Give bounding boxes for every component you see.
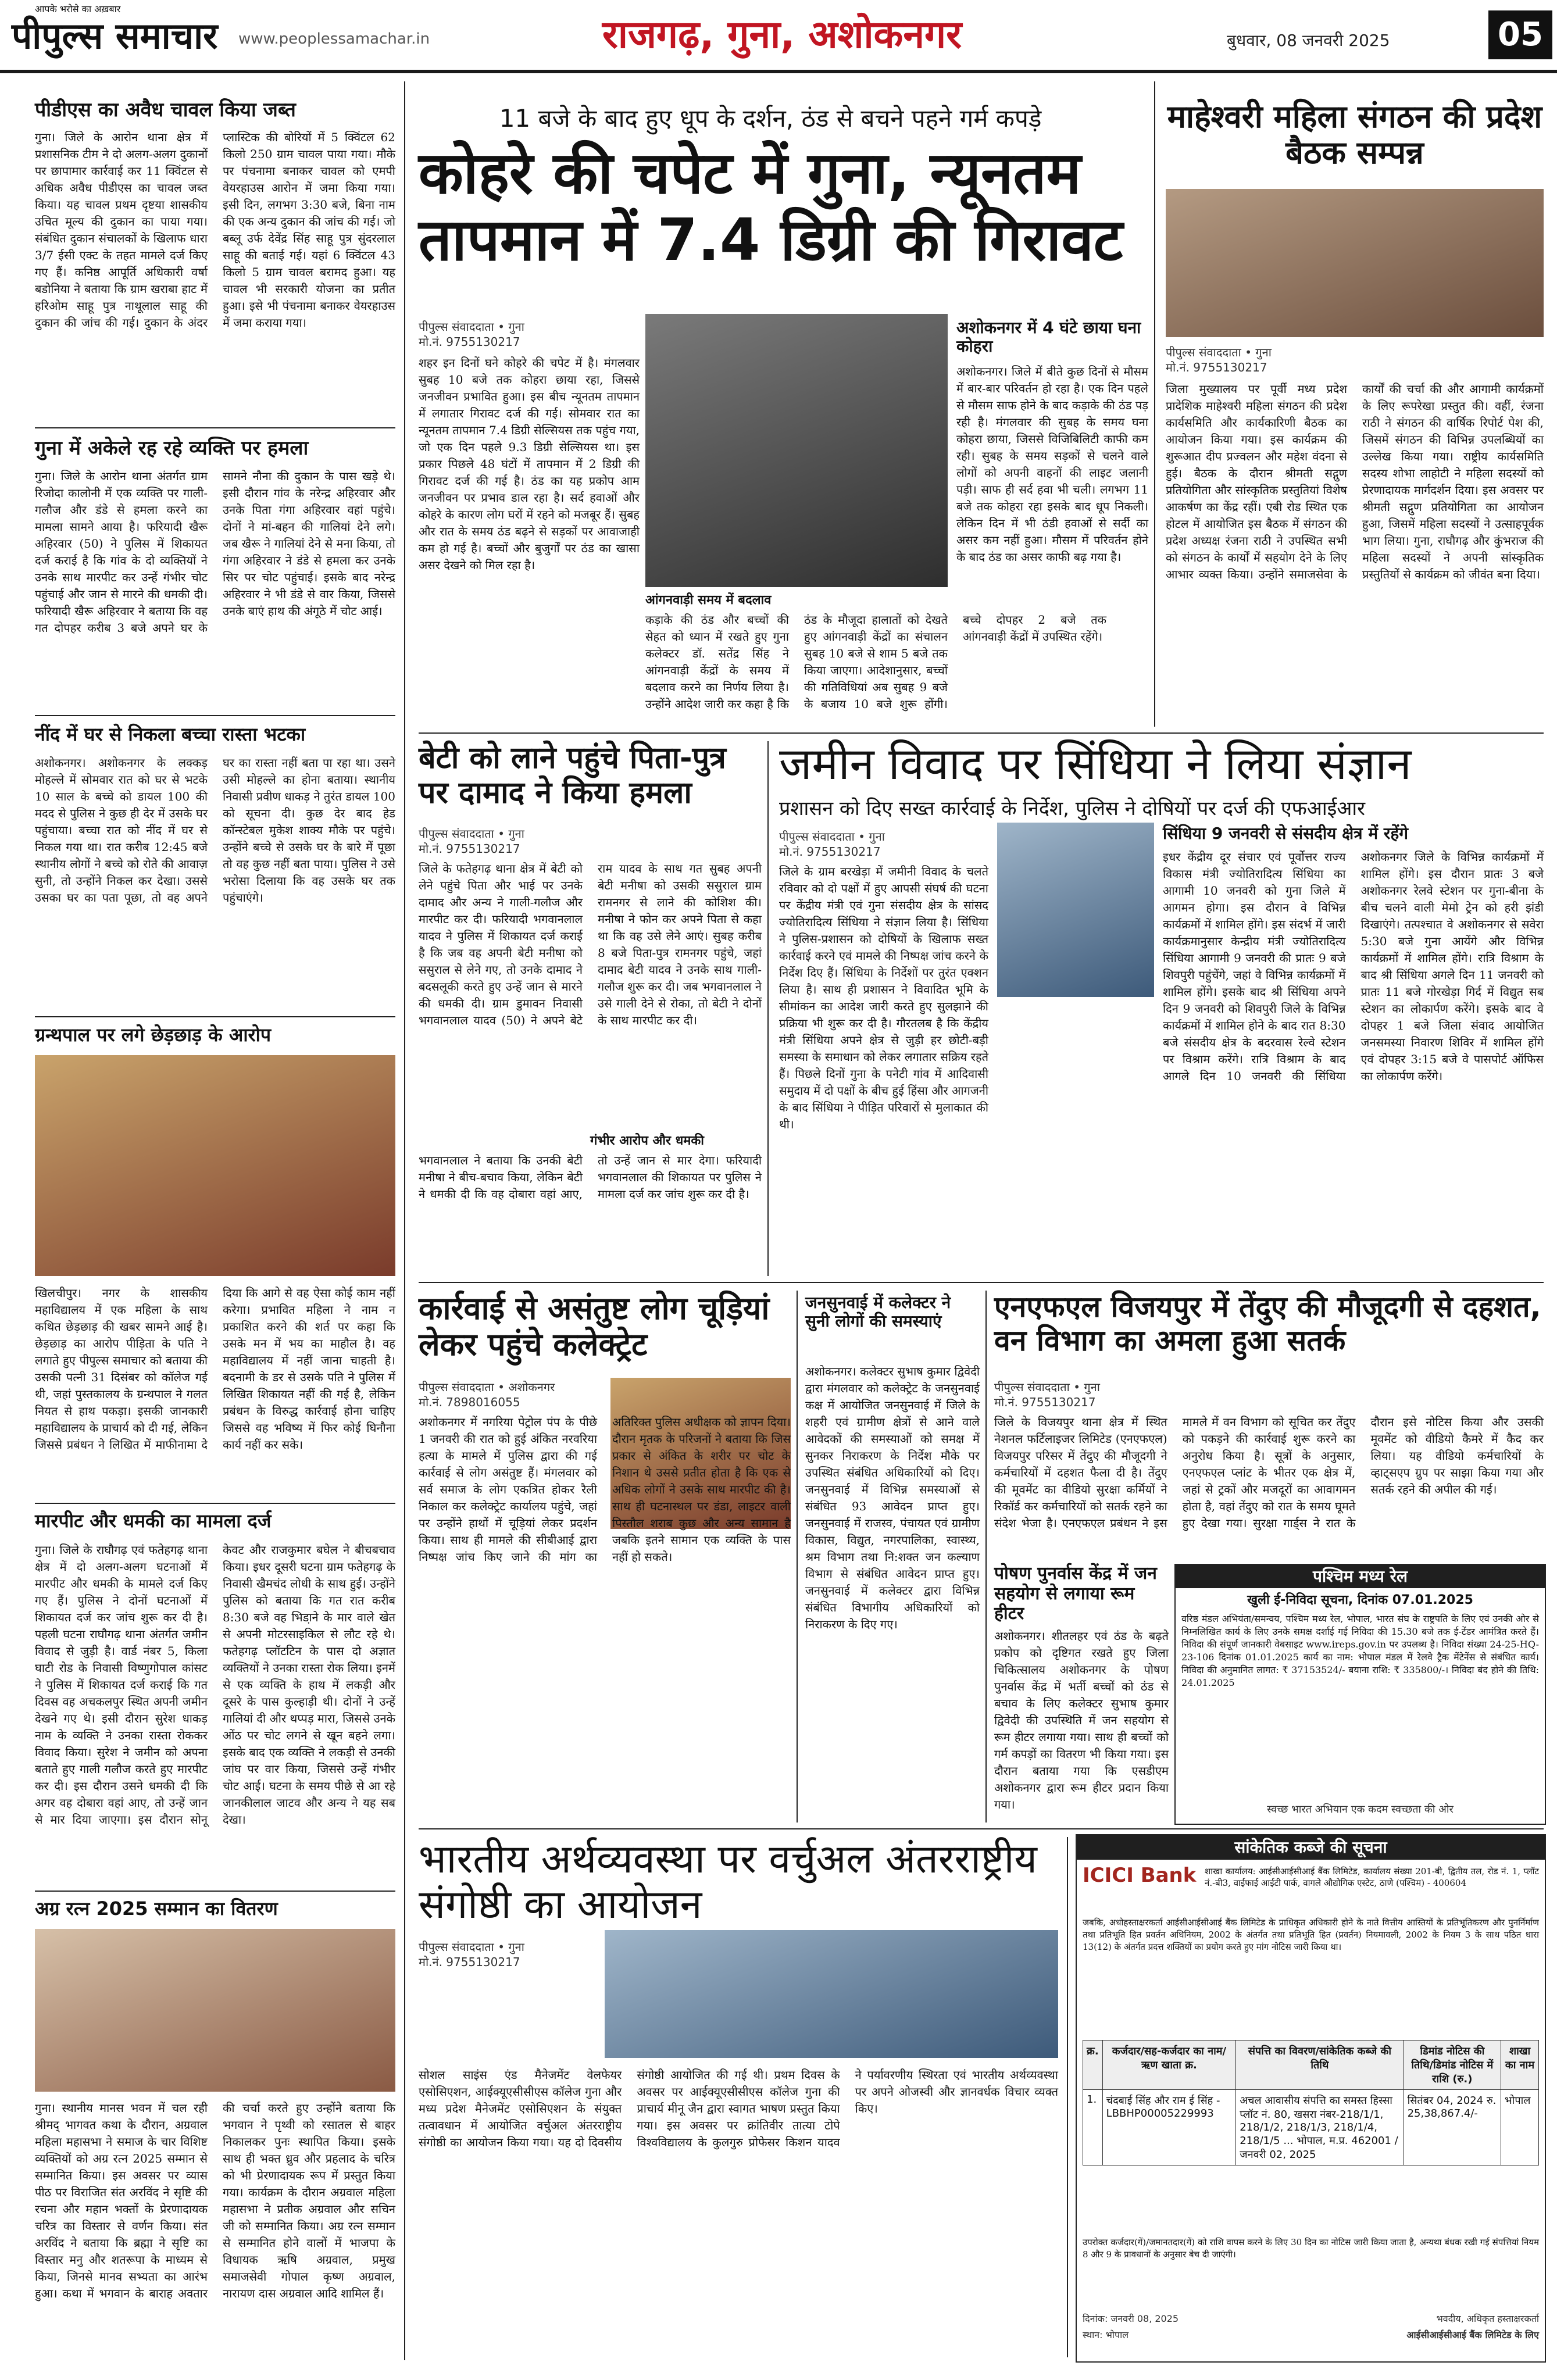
table-cell: चंदबाई सिंह और राम ई सिंह - LBBHP00005229993 bbox=[1102, 2090, 1236, 2165]
table-header: डिमांड नोटिस की तिथि/डिमांड नोटिस में राशि (रु.) bbox=[1404, 2040, 1501, 2090]
headline: बेटी को लाने पहुंचे पिता-पुत्र पर दामाद ने किया हमला bbox=[419, 741, 726, 810]
article-body: खिलचीपुर। नगर के शासकीय महाविद्यालय में एक महिला के साथ कथित छेड़छाड़ की खबर सामने आई है। छेड़छाड़ का आरोप पीड़िता के पति ने लगाते हुए पीपुल्स समाचार को बताया की उसकी पत्नी 31 दिसंबर को कॉलेज गई थी, जहां पुस्तकालय के ग्रन्थपाल ने गलत नियत से हाथ पकड़ा। इसकी जानकारी महाविद्यालय के प्राचार्य को दी गई, लेकिन जिससे प्रबंधन ने लिखित में माफीनामा दे दिया कि आगे से वह ऐसा कोई काम नहीं करेगा। प्रभावित महिला ने नाम न प्रकाशित करने की शर्त पर कहा कि उसके मन में भय का माहौल है। वह महाविद्यालय में नहीं जाना चाहती है। बदनामी के डर से उसके पति ने पुलिस में लिखित शिकायत नहीं की गई है, लेकिन प्रबंधन के विरुद्ध कार्रवाई होना चाहिए जिससे वह भविष्य में फिर कोई घिनौना कार्य नहीं कर सके। bbox=[35, 1286, 395, 1452]
divider bbox=[35, 1503, 395, 1504]
table-header: शाखा का नाम bbox=[1501, 2040, 1539, 2090]
tender-header: पश्चिम मध्य रेल bbox=[1176, 1565, 1545, 1588]
article-body: अशोकनगर। कलेक्टर सुभाष कुमार द्विवेदी द्वारा मंगलवार को कलेक्ट्रेट के जनसुनवाई कक्ष में आयोजित जनसुनवाई में जिले के शहरी एवं ग्रामीण क्षेत्रों से आने वाले आवेदकों की समस्याओं को समक्ष में सुनकर निराकरण के निर्देश मौके पर उपस्थित संबंधित अधिकारियों को दिए। जनसुनवाई में विभिन्न समस्याओं से संबंधित 93 आवेदन प्राप्त हुए। जनसुनवाई में राजस्व, पंचायत एवं ग्रामीण विकास, विद्युत, नगरपालिका, स्वास्थ्य, श्रम विभाग तथा नि:शक्त जन कल्याण विभाग से संबंधित आवेदन प्राप्त हुए। जनसुनवाई में कलेक्टर द्वारा विभिन्न संबंधित विभागीय अधिकारियों को निराकरण के दिए गए। bbox=[805, 1364, 980, 1631]
article-body: भगवानलाल ने बताया कि उनकी बेटी मनीषा ने बीच-बचाव किया, लेकिन बेटी ने धमकी दी कि वह दोबारा वहां आए, तो उन्हें जान से मार देगा। फरियादी भगवानलाल की शिकायत पर पुलिस ने मामला दर्ज कर जांच शुरू कर दी है। bbox=[419, 1153, 762, 1201]
mobile-number: मो.नं. 7898016055 bbox=[419, 1395, 520, 1409]
column-rule bbox=[797, 1291, 798, 1822]
article-body: इधर केंद्रीय दूर संचार एवं पूर्वोत्तर राज्य विकास मंत्री ज्योतिरादित्य सिंधिया का आगामी 10 जनवरी को गुना जिले में आगमन होगा। इस दौरान वे विभिन्न कार्यक्रमों में शामिल होंगे। इस संदर्भ में जारी कार्यक्रमानुसार केन्द्रीय मंत्री ज्योतिरादित्य सिंधिया आगामी 9 जनवरी की प्रातः 9 बजे शिवपुरी पहुंचेंगे, जहां वे विभिन्न कार्यक्रमों में शामिल होंगे। इसके बाद श्री सिंधिया अपने दिन 9 जनवरी को शिवपुरी जिले के विभिन्न कार्यक्रमों में शामिल होने के बाद रात 8:30 बजे संसदीय क्षेत्र के बदरवास रेल्वे स्टेशन पर विश्राम करेंगे। रात्रि विश्राम के बाद आगले दिन 10 जनवरी की सिंधिया अशोकनगर जिले के विभिन्न कार्यक्रमों में शामिल होंगे। इस दौरान प्रातः 3 बजे अशोकनगर रेलवे स्टेशन पर गुना-बीना के बीच चलने वाली मेमो ट्रेन को हरी झंडी दिखाएंगे। तत्पश्चात वे अशोकनगर से सवेरा 5:30 बजे गुना आयेंगे और विभिन्न कार्यक्रमों में शामिल होंगे। रात्रि विश्राम के बाद श्री सिंधिया अगले दिन 11 जनवरी को प्रातः 11 बजे गोरखेड़ा गिर्द में विद्युत सब स्टेशन का लोकार्पण करेंगे। इसके बाद वे दोपहर 1 बजे जिला संवाद आयोजित जनसमस्या निवारण शिविर में शामिल होंगे एवं दोपहर 3:15 बजे वे पासपोर्ट ऑफिस का लोकार्पण करेंगे। bbox=[1163, 850, 1544, 1083]
mobile-number: मो.नं. 9755130217 bbox=[419, 842, 520, 856]
headline: माहेश्वरी महिला संगठन की प्रदेश बैठक सम्पन्न bbox=[1167, 98, 1542, 171]
notice-date: दिनांक: जनवरी 08, 2025 bbox=[1083, 2313, 1179, 2324]
notice-closing: उपरोक्त कर्जदार(गें)/जमानतदार(गें) को राशि वापस करने के लिए 30 दिन का नोटिस जारी किया जाता है, अन्यथा बंधक रखी गई संपत्तियां नियम 8 और 9 के प्रावधानों के अनुसार बेच दी जाएंगी। bbox=[1083, 2237, 1539, 2260]
byline: पीपुल्स संवाददाता • गुना bbox=[419, 320, 524, 334]
branch-office: शाखा कार्यालय: आईसीआईसीआई बैंक लिमिटेड, कार्यालय संख्या 201-बी, द्वितीय तल, रोड नं. 1, प्लॉट नं.-बी3, वाईफाई आईटी पार्क, वागले औद्योगिक एस्टेट, ठाणे (पश्चिम) - 400604 bbox=[1205, 1866, 1539, 1888]
divider bbox=[419, 732, 1544, 734]
article-body: अशोकनगर। जिले में बीते कुछ दिनों से मौसम में बार-बार परिवर्तन हो रहा है। एक दिन पहले से मौसम साफ होने के बाद कड़ाके की ठंड पड़ रही है। मंगलवार की सुबह के समय घना कोहरा छाया, जिससे विजिबिलिटी काफी कम रही। सुबह के समय सड़कों से चलने वाले लोगों को अपनी वाहनों की लाइट जलानी पड़ी। साफ ही सर्द हवा भी चली। लगभग 11 बजे तक कोहरा रहा इसके बाद धूप निकली। लेकिन दिन में भी ठंडी हवाओं से सर्दी का असर कम नहीं हुआ। मौसम में परिवर्तन होने के बाद ठंड का असर काफी बढ़ गया है। bbox=[956, 364, 1148, 564]
portrait-photo bbox=[997, 823, 1154, 997]
mobile-number: मो.नं. 9755130217 bbox=[779, 845, 881, 859]
article-body: अशोकनगर में नगरिया पेट्रोल पंप के पीछे 1 जनवरी की रात को हुई अंकित नरवरिया हत्या के मामले में पुलिस द्वारा की गई कार्रवाई से लोग असंतुष्ट हैं। मंगलवार को सर्व समाज के लोग एकत्रित होकर रैली निकाल कर कलेक्ट्रेट कार्यालय पहुंचे, जहां पर उन्होंने हाथों में चूड़ियां लेकर प्रदर्शन किया। साथ ही मामले की सीबीआई द्वारा निष्पक्ष जांच किए जाने की मांग का अतिरिक्त पुलिस अधीक्षक को ज्ञापन दिया। दौरान मृतक के परिजनों ने बताया कि जिस प्रकार से अंकित के शरीर पर चोट के निशान थे उससे प्रतीत होता है कि एक से अधिक लोगों ने उसके साथ मारपीट की है। साथ ही घटनास्थल पर डंडा, लाइटर वाली पिस्तौल शराब कुछ और अन्य सामान है जबकि इतने सामान एक व्यक्ति के पास नहीं हो सकते। bbox=[419, 1415, 791, 1564]
table-row bbox=[1083, 2090, 1539, 2165]
divider bbox=[35, 1891, 395, 1892]
notice-intro: जबकि, अधोहस्ताक्षरकर्ता आईसीआईसीआई बैंक लिमिटेड के प्राधिकृत अधिकारी होने के नाते वित्तीय आस्तियों के प्रतिभूतिकरण और पुनर्निर्माण तथा प्रतिभूति हित प्रवर्तन अधिनियम, 2002 के अंतर्गत तथा प्रतिभूति हित (प्रवर्तन) नियमावली, 2002 के नियम 3 के साथ पठित धारा 13(12) के अंतर्गत प्रदत्त शक्तियों का प्रयोग करते हुए मांग नोटिस जारी किया था। bbox=[1083, 1917, 1539, 1952]
column-rule bbox=[1154, 81, 1155, 727]
logo-text: पीपुल्स समाचार bbox=[12, 15, 218, 57]
divider bbox=[35, 427, 395, 428]
headline: जमीन विवाद पर सिंधिया ने लिया संज्ञान bbox=[779, 738, 1412, 789]
edition-banner: राजगढ़, गुना, अशोकनगर bbox=[602, 12, 962, 57]
table-cell: भोपाल bbox=[1501, 2090, 1539, 2165]
article-body: सोशल साइंस एंड मैनेजमेंट वेलफेयर एसोसिएशन, आईक्यूएसीसीएस कॉलेज गुना और मध्य प्रदेश मैनेजमेंट एसोसिएशन के संयुक्त तत्वावधान में आयोजित वर्चुअल अंतरराष्ट्रीय संगोष्ठी का आयोजन किया गया। यह दो दिवसीय संगोष्ठी आयोजित की गई थी। प्रथम दिवस के अवसर पर आईक्यूएसीसीएस कॉलेज गुना की प्राचार्य मीनू जैन द्वारा स्वागत भाषण प्रस्तुत किया गया। इस अवसर पर क्रांतिवीर तात्या टोपे विश्वविद्यालय के कुलगुरु प्रोफेसर किशन यादव ने पर्यावरणीय स्थिरता एवं भारतीय अर्थव्यवस्था पर अपने ओजस्वी और ज्ञानवर्धक विचार व्यक्त किए। bbox=[419, 2068, 1058, 2149]
headline: पोषण पुनर्वास केंद्र में जन सहयोग से लगाया रूम हीटर bbox=[994, 1563, 1157, 1624]
tender-title: खुली ई-निविदा सूचना, दिनांक 07.01.2025 bbox=[1247, 1593, 1473, 1607]
tender-footer: स्वच्छ भारत अभियान एक कदम स्वच्छता की ओर bbox=[1267, 1803, 1454, 1816]
masthead bbox=[0, 0, 1557, 73]
notice-table-wrap bbox=[1083, 2040, 1539, 2232]
headline: कोहरे की चपेट में गुना, न्यूनतम तापमान में 7.4 डिग्री की गिरावट bbox=[419, 139, 1123, 274]
column-rule bbox=[985, 1291, 987, 1822]
article-photo bbox=[35, 1929, 395, 2092]
icici-possession-notice bbox=[1076, 1834, 1546, 2363]
article-photo bbox=[35, 1055, 395, 1276]
tender-body: वरिष्ठ मंडल अभियंता/समन्वय, पश्चिम मध्य रेल, भोपाल, भारत संघ के राष्ट्रपति के लिए एवं उनकी ओर से निम्नलिखित कार्य के लिए उनके समक्ष दर्शाई गई निविदा की 15.30 बजे तक ई-टेंडर आमंत्रित करते हैं। निविदा की संपूर्ण जानकारी वेबसाइट www.ireps.gov.in पर उपलब्ध है। निविदा संख्या 24-25-HQ-23-106 दिनांक 01.01.2025 कार्य का नाम: भोपाल मंडल में रेलवे ट्रैक मेंटेनेंस से संबंधित कार्य। निविदा की अनुमानित लागत: ₹ 37153524/- बयाना राशि: ₹ 335800/-। निविदा बंद होने की तिथि: 24.01.2025 bbox=[1181, 1613, 1539, 1688]
issue-date: बुधवार, 08 जनवरी 2025 bbox=[1227, 31, 1390, 50]
byline: पीपुल्स संवाददाता • गुना bbox=[419, 827, 524, 841]
mobile-number: मो.नं. 9755130217 bbox=[994, 1395, 1096, 1409]
headline: जनसुनवाई में कलेक्टर ने सुनी लोगों की समस्याएं bbox=[805, 1293, 951, 1331]
notice-signature-bank: आईसीआईसीआई बैंक लिमिटेड के लिए bbox=[1406, 2329, 1539, 2340]
article-body: गुना। जिले के आरोन थाना क्षेत्र में प्रशासनिक टीम ने दो अलग-अलग दुकानों पर छापामार कार्रवाई कर 11 क्विंटल से अधिक अवैध पीडीएस का चावल जब्त किया। यह चावल प्रथम दृष्टया शासकीय उचित मूल्य की दुकान का पाया गया। संबंधित दुकान संचालकों के खिलाफ धारा 3/7 ईसी एक्ट के तहत मामले दर्ज किए गए हैं। कनिष्ठ आपूर्ति अधिकारी वर्षा बडोनिया ने बताया कि ग्राम खराबा हाट में हरिओम साहू पुत्र नाथूलाल साहू की दुकान की जांच की गई। दुकान के अंदर प्लास्टिक की बोरियों में 5 क्विंटल 62 किलो 250 ग्राम चावल पाया गया। मौके पर पंचनामा बनाकर चावल को एमपी वेयरहाउस आरोन में जमा किया गया। इसी दिन, लगभग 3:30 बजे, बिना नाम की एक अन्य दुकान की जांच की गई। जो बब्लू उर्फ देवेंद्र सिंह साहू पुत्र सुंदरलाल साहू की बताई गई। यहां 6 क्विंटल 43 किलो 5 ग्राम चावल बरामद हुआ। यह चावल भी सरकारी योजना का प्रतीत हुआ। इसे भी पंचनामा बनाकर वेयरहाउस में जमा कराया गया। bbox=[35, 130, 395, 330]
subhead: गंभीर आरोप और धमकी bbox=[590, 1134, 704, 1148]
article-body: गुना। जिले के राघौगढ़ एवं फतेहगढ़ थाना क्षेत्र में दो अलग-अलग घटनाओं में मारपीट और धमकी के मामले दर्ज किए गए हैं। पुलिस ने दोनों घटनाओं में शिकायत दर्ज कर जांच शुरू कर दी है। पहली घटना राघौगढ़ थाना अंतर्गत जमीन विवाद से जुड़ी है। वार्ड नंबर 5, किला घाटी रोड के निवासी विष्णुगोपाल कांसट ने पुलिस में शिकायत दर्ज कराई कि गत दिवस वह अचकलपुर स्थित अपनी जमीन देखने गए थे। इसी दौरान सुरेश धाकड़ नाम के व्यक्ति ने उनका रास्ता रोककर विवाद किया। सुरेश ने जमीन को अपना बताते हुए गाली गलौज करते हुए मारपीट कर दी। इस दौरान उसने धमकी दी कि अगर वह दोबारा वहां आए, तो उन्हें जान से मार दिया जाएगा। इस दौरान सोनू केवट और राजकुमार बघेल ने बीचबचाव किया। इधर दूसरी घटना ग्राम फतेहगढ़ के निवासी खैमचंद लोधी के साथ हुई। उन्होंने पुलिस को बताया कि गत रात करीब 8:30 बजे वह भिडा़ने के मार वाले खेत से अपनी मोटरसाइकिल से लौट रहे थे। फतेहगढ़ प्लॉटटिन के पास दो अज्ञात व्यक्तियों ने उनका रास्ता रोक लिया। इनमें से एक व्यक्ति के हाथ में लकड़ी और दूसरे के पास कुल्हाड़ी थी। दोनों ने उन्हें गालियां दी और थप्पड़ मारा, जिससे उनके ओंठ पर चोट लगने से खून बहने लगा। इसके बाद एक व्यक्ति ने लकड़ी से उनकी जांघ पर वार किया, जिससे उन्हें गंभीर चोट आई। घटना के समय पीछे से आ रहे जानकीलाल जाटव और अन्य ने यह सब देखा। bbox=[35, 1543, 395, 1827]
mobile-number: मो.नं. 9755130217 bbox=[419, 1955, 520, 1969]
headline: एनएफएल विजयपुर में तेंदुए की मौजूदगी से दहशत, वन विभाग का अमला हुआ सतर्क bbox=[994, 1290, 1541, 1357]
byline: पीपुल्स संवाददाता • गुना bbox=[994, 1380, 1100, 1394]
article-body: अशोकनगर। अशोकनगर के लक्कड़ मोहल्ले में सोमवार रात को घर से भटके 10 साल के बच्चे को डायल 100 की मदद से पुलिस ने कुछ ही देर में उसके घर पहुंचाया। बच्चा रात को नींद में घर से निकल गया था। रात करीब 12:45 बजे स्थानीय लोगों ने बच्चे को रोते की आवाज़ सुनी, तो उन्होंने निकल कर देखा। उससे उसका घर का पता पूछा, तो वह अपने घर का रास्ता नहीं बता पा रहा था। उसने उसी मोहल्ले का होना बताया। स्थानीय निवासी प्रवीण धाकड़ ने तुरंत डायल 100 को सूचना दी। कुछ देर बाद हेड कॉन्स्टेबल मुकेश शाक्य मौके पर पहुंचे। उन्होंने बच्चे से उसके घर के बारे में पूछा तो वह कुछ नहीं बता पाया। पुलिस ने उसे भरोसा दिलाया कि वह उसके घर तक पहुंचाएंगे। bbox=[35, 756, 395, 905]
article-photo bbox=[1166, 189, 1544, 337]
headline: कार्रवाई से असंतुष्ट लोग चूड़ियां लेकर पहुंचे कलेक्ट्रेट bbox=[419, 1290, 770, 1363]
headline: पीडीएस का अवैध चावल किया जब्त bbox=[35, 98, 296, 121]
column-rule bbox=[404, 81, 405, 2360]
notice-title: सांकेतिक कब्जे की सूचना bbox=[1077, 1835, 1545, 1860]
mobile-number: मो.नं. 9755130217 bbox=[1166, 360, 1267, 374]
byline: पीपुल्स संवाददाता • गुना bbox=[419, 1940, 524, 1954]
headline: मारपीट और धमकी का मामला दर्ज bbox=[35, 1510, 272, 1532]
article-body: जिला मुख्यालय पर पूर्वी मध्य प्रदेश प्रादेशिक माहेश्वरी महिला संगठन की प्रदेश कार्यसमिति और कार्यकारिणी बैठक का आयोजन किया गया। इस कार्यक्रम की शुरूआत दीप प्रज्वलन और महेश वंदना से हुई। बैठक के दौरान श्रीमती सद्गुण प्रतियोगिता और सांस्कृतिक प्रस्तुतियां विशेष आकर्षण का केंद्र रहीं। एबी रोड स्थित एक होटल में आयोजित इस बैठक में संगठन की प्रदेश अध्यक्ष रंजना राठी ने उपस्थित सभी को संगठन के कार्यों में सहयोग देने के लिए आभार व्यक्त किया। उन्होंने समाजसेवा के कार्यों की चर्चा की और आगामी कार्यक्रमों के लिए रूपरेखा प्रस्तुत की। वहीं, रंजना राठी ने संगठन की वार्षिक रिपोर्ट पेश की, जिसमें संगठन की विभिन्न उपलब्धियों का उल्लेख किया गया। राष्ट्रीय कार्यसमिति सदस्य शोभा लाहोटी ने महिला सदस्यों को प्रेरणादायक मार्गदर्शन दिया। इस अवसर पर श्रीमती सद्गुण प्रतियोगिता का आयोजन हुआ, जिसमें महिला सदस्यों ने उत्साहपूर्वक भाग लिया। गुना, राघौगढ़ और कुंभराज की महिला सदस्यों ने अपनी सांस्कृतिक प्रस्तुतियों से कार्यक्रम को जीवंत बना दिया। bbox=[1166, 382, 1544, 581]
notice-place: स्थान: भोपाल bbox=[1083, 2329, 1129, 2340]
table-header: क्र. bbox=[1083, 2040, 1103, 2090]
subhead: सिंधिया 9 जनवरी से संसदीय क्षेत्र में रहेंगे bbox=[1163, 824, 1408, 843]
article-body: गुना। स्थानीय मानस भवन में चल रही श्रीमद् भागवत कथा के दौरान, अग्रवाल महिला महासभा ने समाज के चार विशिष्ट व्यक्तियों को अग्र रत्न 2025 सम्मान से सम्मानित किया। इस अवसर पर व्यास पीठ पर विराजित संत अरविंद ने सृष्टि की रचना और महान भक्तों के प्रेरणादायक चरित्र का विस्तार से वर्णन किया। संत अरविंद ने बताया कि ब्रह्मा ने सृष्टि का विस्तार मनु और शतरूपा के माध्यम से किया, जिनसे मानव सभ्यता का आरंभ हुआ। कथा में भगवान के बाराह अवतार की चर्चा करते हुए उन्होंने बताया कि भगवान ने पृथ्वी को रसातल से बाहर निकालकर पुनः स्थापित किया। इसके साथ ही भक्त ध्रुव और प्रहलाद के चरित्र को भी प्रेरणादायक रूप में प्रस्तुत किया गया। कार्यक्रम के दौरान अग्रवाल महिला महासभा ने प्रतीक अग्रवाल और सचिन जी को सम्मानित किया। अग्र रत्न सम्मान से सम्मानित होने वालों में भाजपा के विधायक ऋषि अग्रवाल, प्रमुख समाजसेवी गोपाल कृष्ण अग्रवाल, नारायण दास अग्रवाल आदि शामिल हैं। bbox=[35, 2101, 395, 2300]
divider bbox=[35, 715, 395, 716]
column-rule bbox=[1067, 1837, 1068, 2357]
icici-bank-logo: ICICI Bank bbox=[1083, 1864, 1197, 1887]
site-url[interactable]: www.peoplessamachar.in bbox=[238, 30, 430, 48]
divider bbox=[419, 1828, 1544, 1829]
subhead: आंगनवाड़ी समय में बदलाव bbox=[645, 593, 772, 607]
article-body: जिले के विजयपुर थाना क्षेत्र में स्थित नेशनल फर्टिलाइजर लिमिटेड (एनएफएल) विजयपुर परिसर में तेंदुए की मौजूदगी ने कर्मचारियों में दहशत फैला दी है। तेंदुए की मूवमेंट का वीडियो सुरक्षा कर्मियों ने रिकॉर्ड कर कर्मचारियों को सतर्क रहने का संदेश भेजा है। एनएफएल प्रबंधन ने इस मामले में वन विभाग को सूचित कर तेंदुए को पकड़ने की कार्रवाई शुरू करने का अनुरोध किया है। सूत्रों के अनुसार, एनएफएल प्लांट के भीतर एक क्षेत्र में, जहां से ट्रकों और मजदूरों का आवागमन होता है, वहां तेंदुए को रात के समय घूमते हुए देखा गया। सुरक्षा गार्ड्स ने रात के दौरान इसे नोटिस किया और उसकी मूवमेंट को वीडियो कैमरे में कैद कर लिया। यह वीडियो कर्मचारियों के व्हाट्सएप ग्रुप पर साझा किया गया और सतर्क रहने की अपील की गई। bbox=[994, 1415, 1544, 1530]
headline: अशोकनगर में 4 घंटे छाया घना कोहरा bbox=[956, 318, 1141, 356]
table-cell: सितंबर 04, 2024 रु. 25,38,867.4/- bbox=[1404, 2090, 1501, 2165]
article-body: गुना। जिले के आरोन थाना अंतर्गत ग्राम रिजोदा कालोनी में एक व्यक्ति पर गाली-गलौज और डंडे से हमला करने का मामला सामने आया है। फरियादी खैरू अहिरवार (50) ने पुलिस में शिकायत दर्ज कराई है कि गांव के दो व्यक्तियों ने उनके साथ मारपीट कर उन्हें गंभीर चोट पहुंचाई और जान से मारने की धमकी दी। फरियादी खैरू अहिरवार ने बताया कि वह गत दोपहर करीब 3 बजे अपने घर के सामने नौना की दुकान के पास खड़े थे। इसी दौरान गांव के नरेन्द्र अहिरवार और उनके पिता गंगा अहिरवार वहां पहुंचे। दोनों ने मां-बहन की गालियां देने लगे। जब खैरू ने गालियां देने से मना किया, तो गंगा अहिरवार ने डंडे से हमला कर उनके सिर पर चोट पहुंचाई। इसके बाद नरेन्द्र अहिरवार ने भी डंडे से वार किया, जिससे उनके बाएं हाथ की अंगूठे में चोट आई। bbox=[35, 469, 395, 635]
headline: भारतीय अर्थव्यवस्था पर वर्चुअल अंतरराष्ट्रीय संगोष्ठी का आयोजन bbox=[419, 1836, 1037, 1928]
page-number: 05 bbox=[1488, 10, 1552, 59]
headline: नींद में घर से निकला बच्चा रास्ता भटका bbox=[35, 723, 306, 745]
article-body: जिले के ग्राम बरखेड़ा में जमीनी विवाद के चलते रविवार को दो पक्षों में हुए आपसी संघर्ष की घटना पर केंद्रीय मंत्री एवं गुना संसदीय क्षेत्र के सांसद ज्योतिरादित्य सिंधिया ने संज्ञान लिया है। सिंधिया ने पुलिस-प्रशासन को दोषियों के खिलाफ सख्त कार्रवाई करने एवं मामले की निष्पक्ष जांच करने के निर्देश दिए हैं। सिंधिया के निर्देशों पर तुरंत एक्शन लिया है। साथ ही प्रशासन ने विवादित भूमि के सीमांकन का आदेश जारी करते हुए सुलझाने की प्रक्रिया भी शुरू कर दी है। गौरतलब है कि केंद्रीय मंत्री सिंधिया अपने क्षेत्र से जुड़ी हर छोटी-बड़ी समस्या के समाधान को लेकर लगातार सक्रिय रहते हैं। पिछले दिनों गुना के पनेटी गांव में आदिवासी समुदाय में दो पक्षों के बीच हुई हिंसा और आगजनी के बाद सिंधिया ने पीड़ित परिवारों से मुलाकात की थी। bbox=[779, 864, 988, 1131]
logo bbox=[12, 3, 218, 59]
table-header: कर्जदार/सह-कर्जदार का नाम/ऋण खाता क्र. bbox=[1102, 2040, 1236, 2090]
article-photo bbox=[645, 314, 948, 587]
deck: प्रशासन को दिए सख्त कार्रवाई के निर्देश, पुलिस ने दोषियों पर दर्ज की एफआईआर bbox=[779, 797, 1365, 820]
notice-table bbox=[1083, 2040, 1539, 2165]
divider bbox=[35, 1016, 395, 1017]
table-header: संपत्ति का विवरण/सांकेतिक कब्जे की तिथि bbox=[1236, 2040, 1404, 2090]
headline: अग्र रत्न 2025 सम्मान का वितरण bbox=[35, 1897, 278, 1920]
article-body: शहर इन दिनों घने कोहरे की चपेट में है। मंगलवार सुबह 10 बजे तक कोहरा छाया रहा, जिससे जनजीवन प्रभावित हुआ। इस बीच न्यूनतम तापमान में लगातार गिरावट दर्ज की गई। सोमवार रात का न्यूनतम तापमान 7.4 डिग्री सेल्सियस तक पहुंच गया, जो एक दिन पहले 9.3 डिग्री सेल्सियस था। इस प्रकार पिछले 48 घंटों में तापमान में 2 डिग्री की गिरावट दर्ज की गई है। ठंड का यह प्रकोप आम जनजीवन पर प्रभाव डाल रहा है। सर्द हवाओं और कोहरे के कारण लोग घरों में रहने को मजबूर हैं। सुबह और रात के समय ठंड बढ़ने से सड़कों पर आवाजाही कम हो गई है। बच्चों और बुजुर्गों पर ठंड का खासा असर देखने को मिल रहा है। bbox=[419, 356, 640, 572]
article-photo bbox=[605, 1930, 1058, 2058]
table-cell: 1. bbox=[1083, 2090, 1103, 2165]
headline: गुना में अकेले रह रहे व्यक्ति पर हमला bbox=[35, 437, 309, 460]
notice-signature: भवदीय, अधिकृत हस्ताक्षरकर्ता bbox=[1436, 2313, 1539, 2324]
kicker: 11 बजे के बाद हुए धूप के दर्शन, ठंड से बचने पहने गर्म कपड़े bbox=[499, 104, 1042, 133]
byline: पीपुल्स संवाददाता • गुना bbox=[1166, 345, 1272, 359]
byline: पीपुल्स संवाददाता • अशोकनगर bbox=[419, 1380, 555, 1394]
table-cell: अचल आवासीय संपत्ति का समस्त हिस्सा प्लॉट नं. 80, खसरा नंबर-218/1/1, 218/1/2, 218/1/3, 218/1/4, 218/1/5 ... भोपाल, म.प्र. 462001 / जनवरी 02, 2025 bbox=[1236, 2090, 1404, 2165]
divider bbox=[419, 1282, 1544, 1283]
article-body: अशोकनगर। शीतलहर एवं ठंड के बढ़ते प्रकोप को दृष्टिगत रखते हुए जिला चिकित्सालय अशोकनगर के पोषण पुनर्वास केंद्र में भर्ती बच्चों को ठंड से बचाव के लिए कलेक्टर सुभाष कुमार द्विवेदी की उपस्थिति में जन सहयोग से रूम हीटर लगाया गया। साथ ही बच्चों को गर्म कपड़ों का वितरण भी किया गया। इस दौरान बताया गया कि एसडीएम अशोकनगर द्वारा रूम हीटर प्रदान किया गया। bbox=[994, 1629, 1169, 1811]
tagline: आपके भरोसे का अख़बार bbox=[35, 3, 121, 15]
railway-tender-ad bbox=[1174, 1564, 1546, 1825]
headline: ग्रन्थपाल पर लगे छेड़छाड़ के आरोप bbox=[35, 1024, 272, 1046]
article-body: जिले के फतेहगढ़ थाना क्षेत्र में बेटी को लेने पहुंचे पिता और भाई पर उनके दामाद और अन्य ने गाली-गलौज और मारपीट कर दी। फरियादी भगवानलाल यादव ने पुलिस में शिकायत दर्ज कराई है कि जब वह अपनी बेटी मनीषा को ससुराल से लेने गए, तो उनके दामाद ने बदसलूकी करते हुए उन्हें जान से मारने की धमकी दी। ग्राम डुमावन निवासी भगवानलाल यादव (50) ने अपने बेटे राम यादव के साथ गत सुबह अपनी बेटी मनीषा को उसकी ससुराल ग्राम रामनगर से लाने की कोशिश की। मनीषा ने फोन कर अपने पिता से कहा था कि वह उसे लेने आएं। सुबह करीब 8 बजे पिता-पुत्र रामनगर पहुंचे, जहां दामाद बेटी यादव ने उनके साथ गाली-गलौज शुरू कर दी। जब भगवानलाल ने उसे गाली देने से रोका, तो बेटी ने दोनों के साथ मारपीट कर दी। bbox=[419, 862, 762, 1027]
column-rule bbox=[767, 741, 769, 1276]
article-body: कड़ाके की ठंड और बच्चों की सेहत को ध्यान में रखते हुए गुना कलेक्टर डॉ. सतेंद्र सिंह ने आंगनवाड़ी केंद्रों के समय में बदलाव करने का निर्णय लिया है। उन्होंने आदेश जारी कर कहा है कि ठंड के मौजूदा हालातों को देखते हुए आंगनवाड़ी केंद्रों का संचालन सुबह 10 बजे से शाम 5 बजे तक किया जाएगा। आदेशानुसार, बच्चों की गतिविधियां अब सुबह 9 बजे के बजाय 10 बजे शुरू होंगी। बच्चे दोपहर 2 बजे तक आंगनवाड़ी केंद्रों में उपस्थित रहेंगे। bbox=[645, 613, 1106, 711]
byline: पीपुल्स संवाददाता • गुना bbox=[779, 830, 885, 844]
mobile-number: मो.नं. 9755130217 bbox=[419, 335, 520, 349]
